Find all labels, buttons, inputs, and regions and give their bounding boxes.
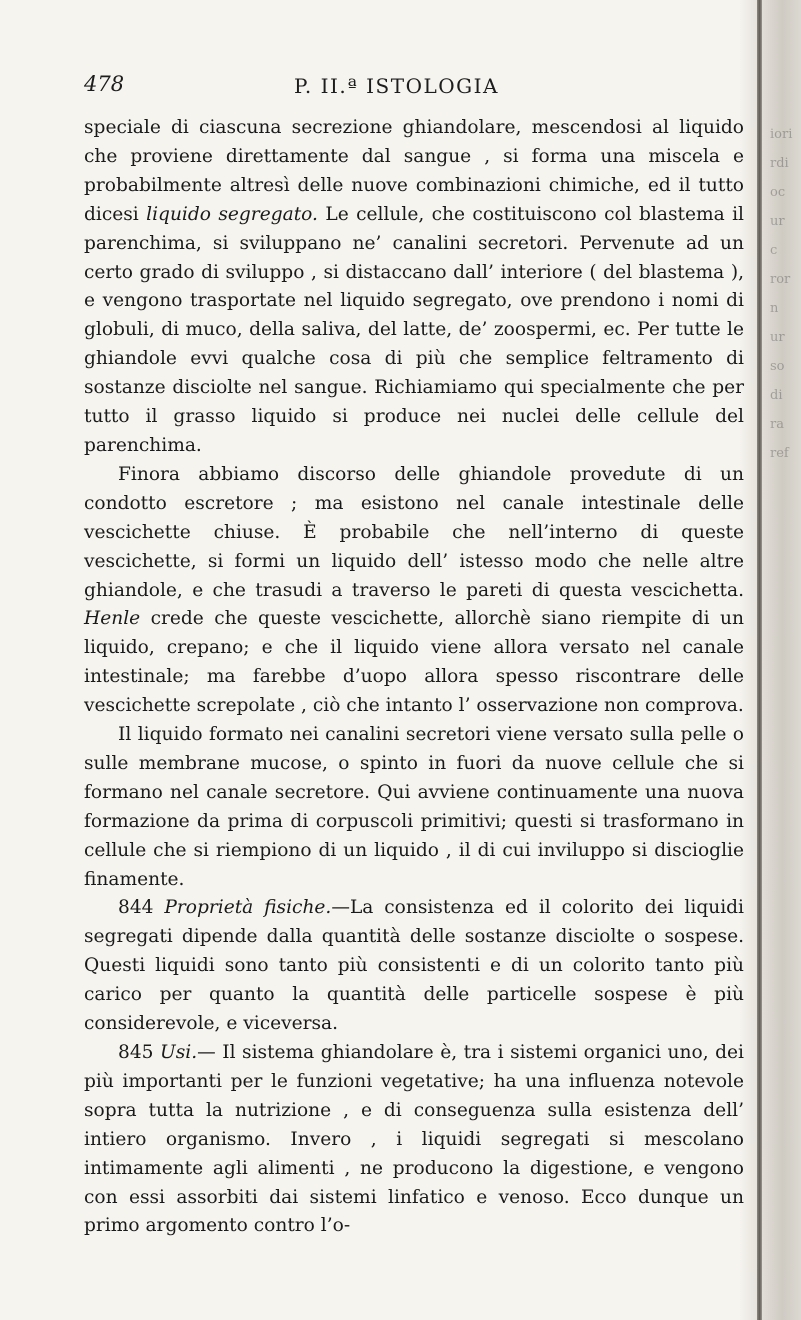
- bleed-fragment: oc: [770, 185, 786, 200]
- bleed-fragment: so: [770, 359, 785, 374]
- binding-edge: [757, 0, 762, 1320]
- section-844: [84, 894, 744, 1039]
- page-number: 478: [84, 72, 125, 96]
- bleed-through-text: [770, 120, 798, 468]
- bleed-fragment: di: [770, 388, 783, 403]
- bleed-fragment: ref: [770, 446, 789, 461]
- page-header: [84, 72, 744, 102]
- bleed-fragment: c: [770, 243, 778, 258]
- bleed-fragment: rdi: [770, 156, 789, 171]
- bleed-fragment: ra: [770, 417, 784, 432]
- section-number: 844: [118, 897, 154, 919]
- section-text: —La consistenza ed il colorito dei liquidi segregati dipende dalla quantità delle sostanze disciolte o sospese. Questi liquidi sono tanto più consistenti e di un colorito tanto più carico per quanto la quantità delle particelle sospese è più considerevole, e viceversa.: [84, 897, 745, 1035]
- running-head: P. II.ª ISTOLOGIA: [294, 74, 499, 98]
- paragraph-continuation: [84, 114, 744, 461]
- bleed-fragment: ror: [770, 272, 791, 287]
- paragraph-text: crede che queste vescichette, allorchè siano riempite di un liquido, crepano; e che il liquido viene allora versato nel canale intestinale; ma farebbe d’uopo allora spesso riscontrare delle vescichette screpolate , ciò che intanto l’ osservazione non comprova.: [84, 608, 744, 717]
- bleed-fragment: n: [770, 301, 779, 316]
- bleed-fragment: ur: [770, 214, 785, 229]
- section-845: [84, 1039, 744, 1241]
- page-body: [84, 114, 744, 1241]
- paragraph-text: Finora abbiamo discorso delle ghiandole provedute di un condotto escretore ; ma esistono nel canale intestinale delle vescichette chiuse. È probabile che nell’interno di queste vescichette, si formi un liquido dell’ istesso modo che nelle altre ghiandole, e che trasudi a traverso le pareti di questa vescichetta.: [84, 463, 744, 601]
- paragraph-closed-vesicles: [84, 461, 744, 721]
- paragraph-text: Le cellule, che costituiscono col blastema il parenchima, si sviluppano ne’ canalini secretori. Pervenute ad un certo grado di sviluppo , si distaccano dall’ interiore ( del blastema ), e vengono trasportate nel liquido segregato, ove prendono i nomi di globuli, di muco, della saliva, del latte, de’ zoospermi, ec. Per tutte le ghiandole evvi qualche cosa di più che semplice feltramento di sostanze disciolte nel sangue. Richiamiamo qui specialmente che per tutto il grasso liquido si produce nei nuclei delle cellule del parenchima.: [84, 203, 744, 456]
- author-name: Henle: [84, 608, 141, 630]
- paragraph-secretory-canals: [84, 721, 744, 894]
- paragraph-text: Il liquido formato nei canalini secretori viene versato sulla pelle o sulle membrane mucose, o spinto in fuori da nuove cellule che si formano nel canale secretore. Qui avviene continuamente una nuova formazione da prima di corpuscoli primitivi; questi si trasformano in cellule che si riempiono di un liquido , il di cui inviluppo si discioglie finamente.: [84, 724, 744, 890]
- section-title: Usi.: [160, 1042, 198, 1063]
- section-number: 845: [118, 1042, 154, 1063]
- section-title: Proprietà fisiche.: [164, 897, 332, 919]
- paragraph-text: speciale di ciascuna secrezione ghiandolare, mescendosi al liquido che proviene direttamente dal sangue , si forma una miscela e probabilmente altresì delle nuove combinazioni chimiche, ed il tutto dicesi: [84, 117, 744, 225]
- section-text: — Il sistema ghiandolare è, tra i sistemi organici uno, dei più importanti per le funzioni vegetative; ha una influenza notevole sopra tutta la nutrizione , e di conseguenza sulla esistenza dell’ intiero organismo. Invero , i liquidi segregati si mescolano intimamente agli alimenti , ne producono la digestione, e vengono con essi assorbiti dai sistemi linfatico e venoso. Ecco dunque un primo argomento contro l’o-: [84, 1042, 744, 1237]
- bleed-fragment: iori: [770, 127, 793, 142]
- emphasized-term: liquido segregato.: [146, 203, 318, 225]
- bleed-fragment: ur: [770, 330, 785, 345]
